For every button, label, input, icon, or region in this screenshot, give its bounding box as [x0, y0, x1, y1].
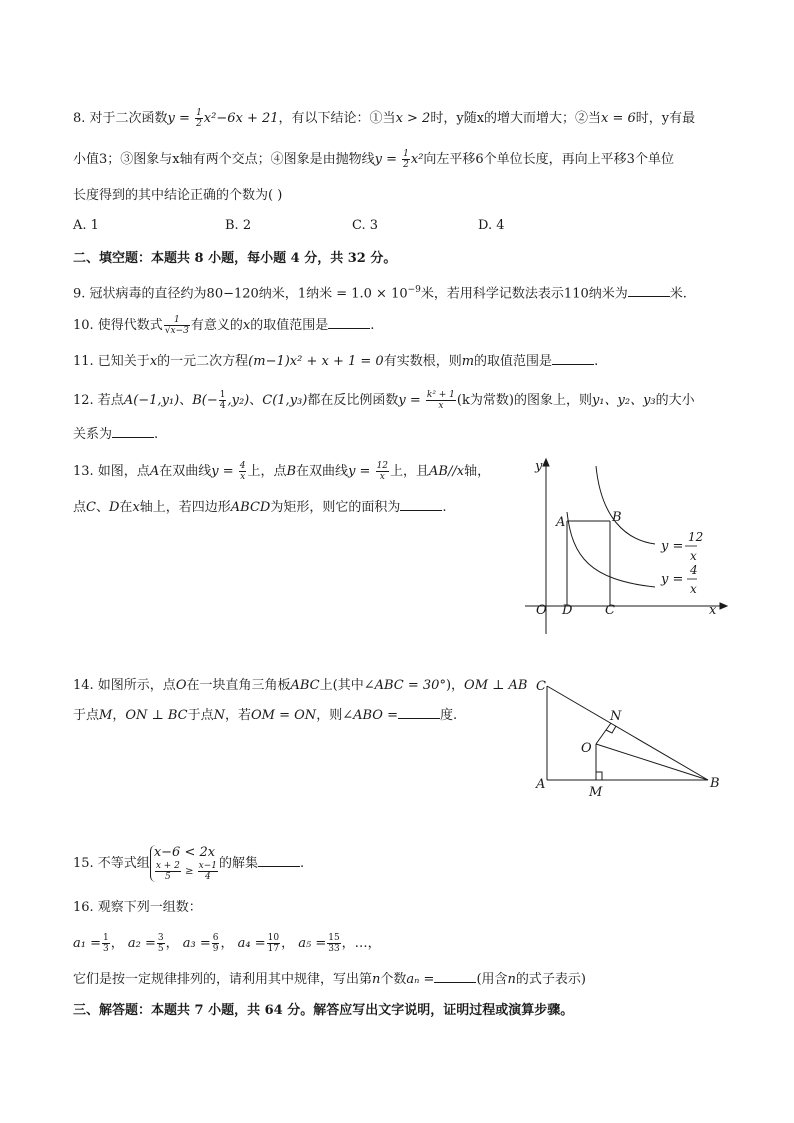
label-b: B	[612, 510, 622, 525]
q9-answer-blank	[628, 284, 670, 297]
q8-option-b: B. 2	[225, 218, 252, 233]
q8-option-c: C. 3	[352, 218, 379, 233]
section-3-heading: 三、解答题：本题共 7 小题，共 64 分。解答应写出文字说明，证明过程或演算步骤。	[73, 1003, 574, 1018]
q14-figure	[530, 672, 730, 802]
q14-answer-blank	[398, 706, 440, 719]
segment-on	[596, 723, 611, 744]
side-cb	[547, 686, 708, 780]
q16-sequence: a₁ = $\frac{1}{3}$ ， a₂ = $\frac{3}{5}$ ， a₃ = $\frac{6}{9}$ ， a₄ = $\frac{10}{17}$ ， a₅ = $\frac{15}{33}$ ，…，	[73, 933, 381, 954]
q16-intro: 16. 观察下列一组数：	[73, 900, 202, 915]
curve-4-den: x	[690, 582, 697, 596]
q8-option-d: D. 4	[478, 218, 505, 233]
q15: 15. 不等式组 x−6 < 2x $\frac{x + 2}{5}$ ≥ $\frac{x-1}{4}$ 的解集 .	[73, 845, 305, 882]
q8-option-a: A. 1	[73, 218, 99, 233]
label-y: y	[535, 459, 543, 474]
q15-system: x−6 < 2x $\frac{x + 2}{5}$ ≥ $\frac{x-1}{4}$	[150, 845, 219, 882]
q10: 10. 使得代数式 $\frac{1}{√x-3}$ 有意义的x的取值范围是 .	[73, 315, 375, 336]
label-c: C	[536, 679, 546, 694]
q13-line2: 点C、D在x轴上，若四边形ABCD为矩形，则它的面积为 .	[73, 500, 447, 515]
label-m: M	[589, 785, 603, 800]
q15-answer-blank	[258, 854, 300, 867]
q14-line2: 于点M，ON ⊥ BC于点N，若OM = ON，则∠ABO = 度.	[73, 708, 458, 723]
label-c: C	[605, 603, 615, 618]
label-a: A	[536, 777, 546, 792]
q16-question: 它们是按一定规律排列的，请利用其中规律，写出第n个数aₙ = (用含n的式子表示)	[73, 972, 586, 987]
segment-ob	[596, 744, 708, 780]
label-o: O	[536, 603, 547, 618]
curve-12-over-x	[596, 466, 655, 544]
curve-12-num: 12	[688, 530, 704, 544]
q13-line1: 13. 如图，点A在双曲线y = $\frac{4}{x}$ 上，点B在双曲线y = $\frac{12}{x}$ 上，且AB//x轴，	[73, 461, 491, 482]
q8-function: y = $\frac{1}{2}$ x²−6x + 21	[167, 108, 279, 129]
q8-line2: 小值3；③图象与x轴有两个交点；④图象是由抛物线y = $\frac{1}{2}$ x²向左平移6个单位长度，再向上平移3个单位	[73, 149, 674, 170]
q10-answer-blank	[328, 316, 370, 329]
q11-answer-blank	[552, 352, 594, 365]
q12-line1: 12. 若点A(−1,y₁)、B(− $\frac{1}{4}$ ,y₂)、C(1,y₃)都在反比例函数y = $\frac{\text{k² + 1}}{x}$ (k为常数)的图象上，则y₁、y₂、y₃的大小	[73, 390, 695, 411]
y-axis-arrow	[543, 459, 549, 466]
label-d: D	[562, 603, 573, 618]
curve-4-num: 4	[690, 563, 698, 577]
x-axis-arrow	[720, 603, 727, 609]
label-o: O	[581, 741, 592, 756]
label-b: B	[710, 776, 720, 791]
label-a: A	[556, 515, 566, 530]
q13-answer-blank	[400, 498, 442, 511]
curve-12-label: y =	[661, 539, 684, 554]
q8-line1: 8. 对于二次函数y = $\frac{1}{2}$ x²−6x + 21，有以下结论：①当x > 2时，y随x的增大而增大；②当x = 6时，y有最	[73, 108, 696, 129]
q11: 11. 已知关于x的一元二次方程(m−1)x² + x + 1 = 0有实数根，则m的取值范围是 .	[73, 354, 599, 369]
q16-answer-blank	[434, 970, 476, 983]
curve-4-over-x	[567, 512, 655, 587]
section-2-heading: 二、填空题：本题共 8 小题，每小题 4 分，共 32 分。	[73, 251, 397, 266]
q14-line1: 14. 如图所示，点O在一块直角三角板ABC上(其中∠ABC = 30°)，OM ⊥ AB	[73, 678, 528, 693]
label-x: x	[709, 603, 717, 618]
q12-answer-blank	[112, 425, 154, 438]
q12-line2: 关系为 .	[73, 427, 159, 442]
q13-figure	[515, 452, 730, 642]
q8-parabola: y = $\frac{1}{2}$ x²	[374, 149, 424, 170]
label-n: N	[610, 709, 622, 724]
q9: 9. 冠状病毒的直径约为80−120纳米，1纳米 = $1.0 \times 10^{-9}$米，若用科学记数法表示110纳米为 米.	[73, 285, 687, 302]
q10-expression: $\frac{1}{√x-3}$	[164, 315, 189, 336]
curve-4-label: y =	[661, 572, 684, 587]
right-angle-m	[596, 772, 602, 780]
curve-12-den: x	[690, 549, 697, 563]
q8-line3: 长度得到的其中结论正确的个数为( )	[73, 188, 283, 203]
